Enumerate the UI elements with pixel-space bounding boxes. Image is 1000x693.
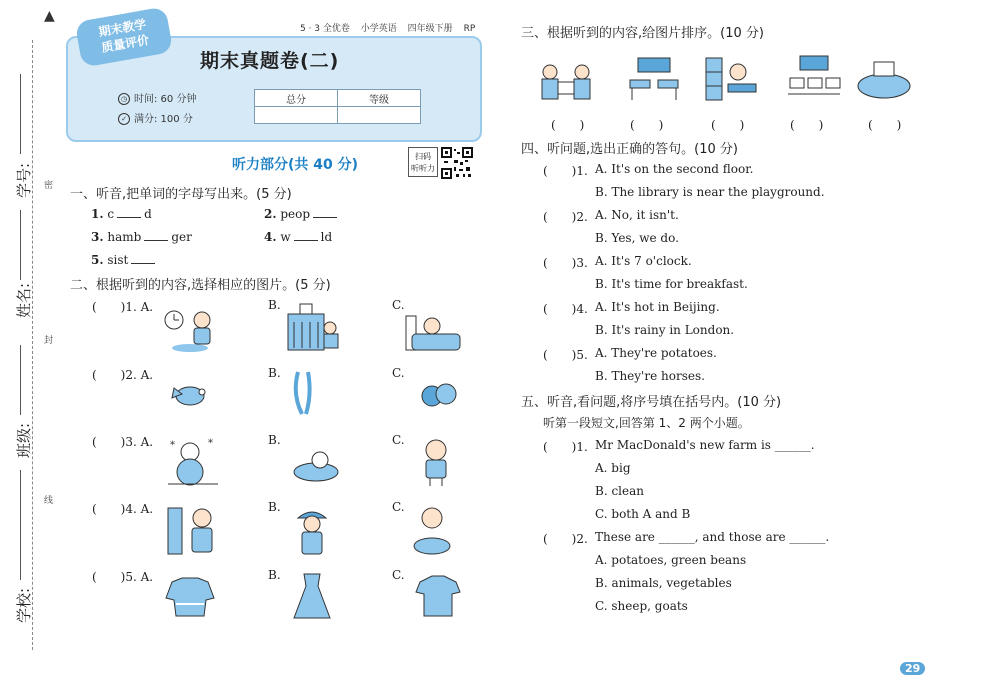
s5-q2-option-b[interactable]: B. animals, vegetables [595,576,732,590]
boy-picture[interactable] [414,436,458,488]
s4-q1-prefix: ( )1. [543,164,588,178]
sweater-picture[interactable] [164,574,216,620]
s5-q2-text: These are ______, and those are ______. [595,530,830,544]
playground-picture[interactable] [856,58,912,100]
word-pre-3: hamb [107,230,142,244]
grade-header: 等级 [338,90,421,107]
blank-2[interactable] [313,217,337,218]
s2-row-1-opt-c: C. [392,298,405,312]
listening-section-title: 听力部分(共 40 分) [232,157,359,173]
time-label: 时间: 60 分钟 [134,94,197,105]
s5-q2-option-a[interactable]: A. potatoes, green beans [595,553,747,567]
dress-picture[interactable] [290,572,334,622]
t-shirt-picture[interactable] [414,574,462,618]
s5-q2-option-c[interactable]: C. sheep, goats [595,599,688,613]
s4-q4-prefix: ( )4. [543,302,588,316]
school-building-picture[interactable] [286,300,342,352]
s4-q4-option-a[interactable]: A. It's hot in Beijing. [595,300,720,314]
classroom-picture[interactable] [626,56,682,104]
s4-q2-option-b[interactable]: B. Yes, we do. [595,231,679,245]
sun-cloud-picture[interactable] [290,446,344,484]
girl-hat-picture[interactable] [294,506,330,558]
blank-1[interactable] [117,217,141,218]
word-post-3: ger [171,230,192,244]
s4-q5-option-a[interactable]: A. They're potatoes. [595,346,717,360]
student-id-label: 学号: [15,162,34,199]
green-beans-picture[interactable] [290,370,320,416]
total-score-cell[interactable] [255,107,338,124]
word-num-5: 5. [91,253,104,267]
s2-row-2-opt-c: C. [392,366,405,380]
library-picture[interactable] [704,54,760,104]
s5-q2-prefix: ( )2. [543,532,588,546]
word-pre-4: w [280,230,291,244]
blank-5[interactable] [131,263,155,264]
word-num-3: 3. [91,230,104,244]
blank-4[interactable] [294,240,318,241]
grade-cell[interactable] [338,107,421,124]
name-label: 姓名: [15,282,34,319]
s2-row-1-label: ( )1. A. [92,300,154,314]
seal-char-xian: 线 [44,496,54,506]
student-id-line[interactable] [20,74,21,154]
s5-intro: 听第一段短文,回答第 1、2 两个小题。 [543,416,750,430]
word-item-3 [91,230,192,244]
word-item-2 [264,207,340,221]
page-number: 29 [900,662,925,675]
word-num-1: 1. [91,207,104,221]
s2-row-4-opt-b: B. [268,500,281,514]
s4-q3-option-b[interactable]: B. It's time for breakfast. [595,277,748,291]
time-info [118,90,196,105]
s2-row-1-opt-b: B. [268,298,281,312]
s2-row-3-opt-c: C. [392,433,405,447]
series-brand: 5 · 3 全优卷 [300,24,350,34]
scan-label-line-2: 听听力 [411,164,435,173]
badge-line-1: 期末教学 [97,17,148,40]
girl-in-bed-picture[interactable] [404,310,464,356]
series-subject: 小学英语 [360,24,397,34]
series-grade: 四年级下册 [407,24,453,34]
scan-label [408,147,438,177]
kids-reading-picture[interactable] [538,56,596,104]
snowman-picture[interactable] [164,436,222,488]
svg-text:*: * [170,440,175,451]
s2-row-4-opt-c: C. [392,500,405,514]
s5-q1-prefix: ( )1. [543,440,588,454]
s2-row-4-label: ( )4. A. [92,502,154,516]
s2-row-5-opt-b: B. [268,568,281,582]
order-bracket-3[interactable]: ( ) [711,118,745,132]
section-2-title: 二、根据听到的内容,选择相应的图片。(5 分) [70,278,331,293]
word-post-4: ld [320,230,333,244]
s4-q3-prefix: ( )3. [543,256,588,270]
section-3-title: 三、根据听到的内容,给图片排序。(10 分) [521,26,764,41]
computer-room-picture[interactable] [786,54,842,104]
full-score-label: 满分: 100 分 [134,114,193,125]
word-pre-5: sist [107,253,129,267]
bird-picture[interactable] [168,378,212,412]
seal-char-mi: 密 [44,181,54,191]
svg-text:*: * [208,438,213,449]
blank-3[interactable] [144,240,168,241]
s5-q1-text: Mr MacDonald's new farm is ______. [595,438,815,452]
s2-row-2-opt-b: B. [268,366,281,380]
score-info [118,110,193,125]
s5-q1-option-c[interactable]: C. both A and B [595,507,691,521]
girl-at-clock-picture[interactable] [160,306,220,354]
s5-q1-option-b[interactable]: B. clean [595,484,644,498]
s4-q5-prefix: ( )5. [543,348,588,362]
s2-row-3-label: ( )3. A. [92,435,154,449]
check-icon: ✓ [118,113,130,125]
word-item-1 [91,207,152,221]
order-bracket-5[interactable]: ( ) [868,118,902,132]
word-num-4: 4. [264,230,277,244]
word-pre-1: c [107,207,115,221]
total-score-header: 总分 [255,90,338,107]
rocket-icon: ▲ [44,8,55,24]
s4-q1-option-b[interactable]: B. The library is near the playground. [595,185,825,199]
section-4-title: 四、听问题,选出正确的答句。(10 分) [521,142,738,157]
s4-q3-option-a[interactable]: A. It's 7 o'clock. [595,254,692,268]
section-5-title: 五、听音,看问题,将序号填在括号内。(10 分) [521,395,782,410]
seal-char-feng: 封 [44,336,54,346]
school-label: 学校: [15,587,34,624]
order-bracket-1[interactable]: ( ) [551,118,585,132]
s2-row-5-label: ( )5. A. [92,570,154,584]
word-pre-2: peop [280,207,311,221]
clock-icon: ◷ [118,93,130,105]
qr-code-icon[interactable] [441,147,473,179]
school-line[interactable] [20,470,21,580]
scan-label-line-1: 扫码 [415,152,431,161]
name-line[interactable] [20,210,21,280]
order-bracket-2[interactable]: ( ) [630,118,664,132]
s2-row-3-opt-b: B. [268,433,281,447]
section-1-title: 一、听音,把单词的字母写出来。(5 分) [70,187,292,202]
s2-row-5-opt-c: C. [392,568,405,582]
badge-line-2: 质量评价 [100,32,151,55]
score-table [254,89,421,124]
class-label: 班级: [15,422,34,459]
order-bracket-4[interactable]: ( ) [790,118,824,132]
s2-row-2-label: ( )2. A. [92,368,154,382]
word-post-1: d [144,207,152,221]
s4-q1-option-a[interactable]: A. It's on the second floor. [595,162,754,176]
series-info [300,21,483,34]
series-edition: RP [463,24,476,34]
word-item-4 [264,230,332,244]
s5-q1-option-a[interactable]: A. big [595,461,631,475]
s4-q4-option-b[interactable]: B. It's rainy in London. [595,323,735,337]
s4-q5-option-b[interactable]: B. They're horses. [595,369,705,383]
girl-washing-picture[interactable] [410,504,454,558]
s4-q2-option-a[interactable]: A. No, it isn't. [595,208,679,222]
paper-title: 期末真题卷(二) [200,50,340,72]
binding-dashed-line [32,40,33,650]
word-num-2: 2. [264,207,277,221]
s4-q2-prefix: ( )2. [543,210,588,224]
class-line[interactable] [20,345,21,415]
tomatoes-picture[interactable] [418,376,458,412]
clothes-line-picture[interactable] [162,504,220,558]
word-item-5 [91,253,158,267]
